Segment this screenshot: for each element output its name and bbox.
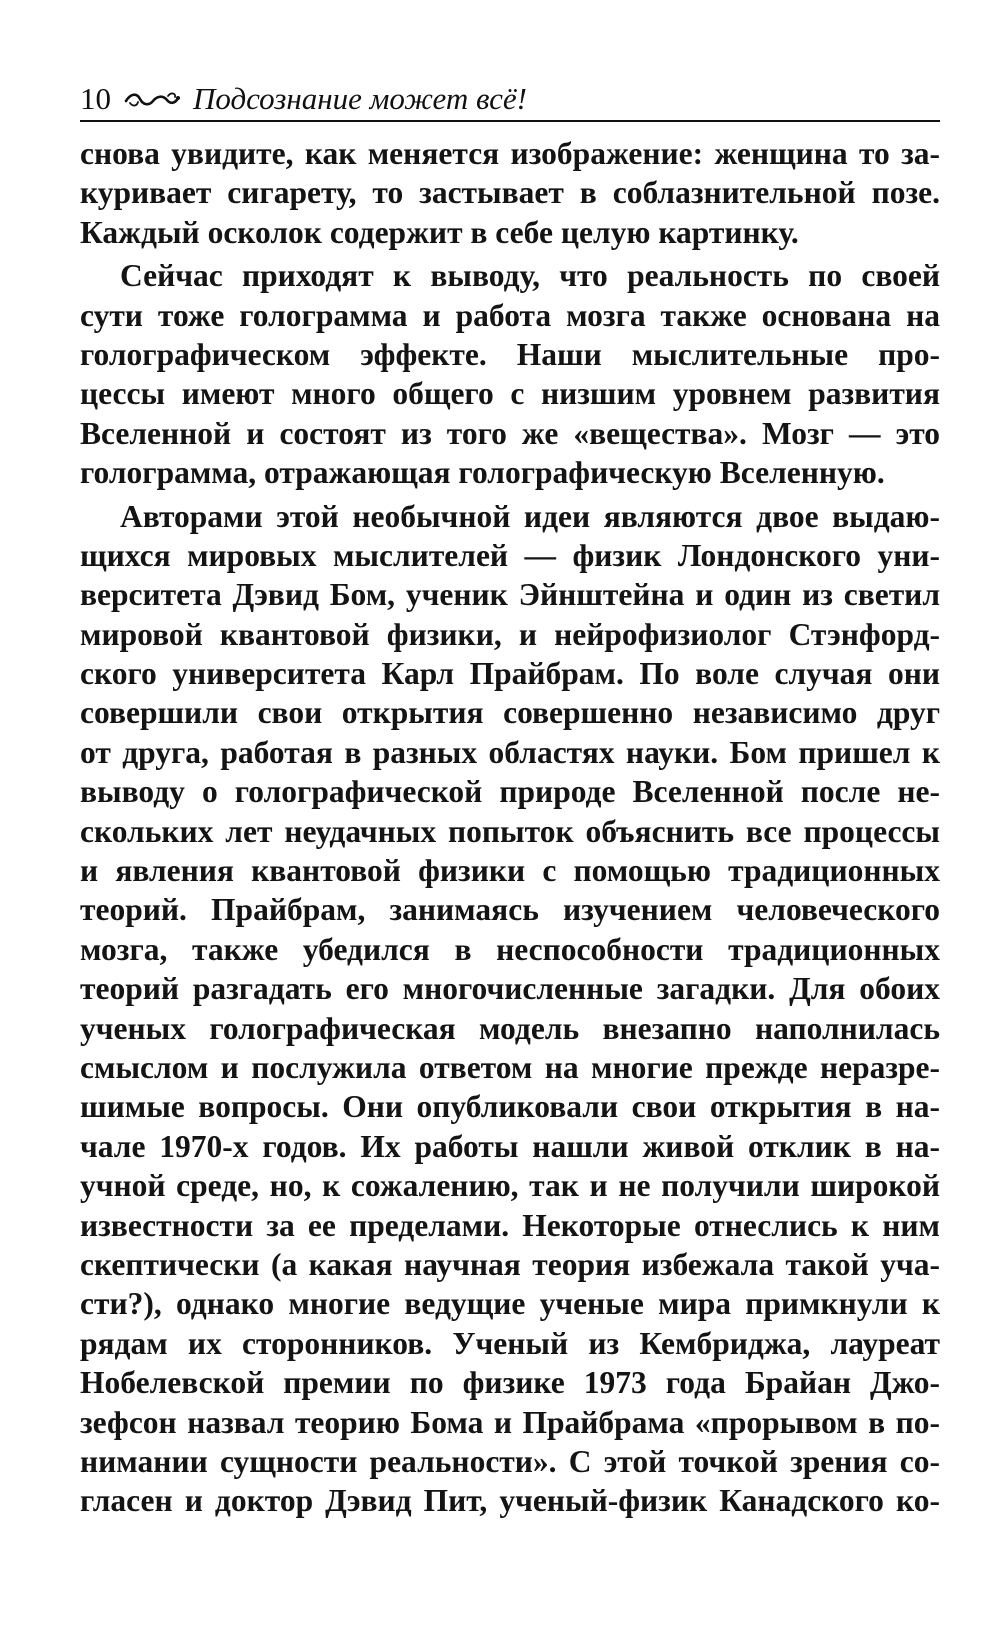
text-line: Вселенной и состоят из того же «вещества». Мозг — это [80, 415, 940, 451]
text-line: щихся мировых мыслителей — физик Лондонского уни- [80, 537, 940, 573]
text-line: от друга, работая в разных областях науки. Бом пришел к [80, 734, 940, 770]
swash-ornament-icon [123, 89, 181, 111]
text-line: рядам их сторонников. Ученый из Кембриджа, лауреат [80, 1325, 940, 1361]
text-line: смыслом и послужила ответом на многие прежде неразре- [80, 1049, 940, 1085]
text-line: ского университета Карл Прайбрам. По воле случая они [80, 656, 940, 692]
text-line: скептически (а какая научная теория избежала такой уча- [80, 1246, 940, 1282]
paragraph [80, 256, 940, 492]
text-line: нимании сущности реальности». С этой точкой зрения со- [80, 1443, 940, 1479]
text-line: верситета Дэвид Бом, ученик Эйнштейна и один из светил [80, 577, 940, 613]
body-text [80, 134, 940, 1521]
text-line: Сейчас приходят к выводу, что реальность по своей [120, 258, 940, 294]
book-title: Подсознание может всё! [193, 81, 527, 116]
text-line: теорий. Прайбрам, занимаясь изучением человеческого [80, 892, 940, 928]
text-line: совершили свои открытия совершенно независимо друг [80, 695, 940, 731]
text-line: скольких лет неудачных попыток объяснить все процессы [80, 813, 940, 849]
text-line: цессы имеют много общего с низшим уровнем развития [80, 376, 940, 412]
text-line: выводу о голографической природе Вселенной после не- [80, 774, 940, 810]
text-line: сти?), однако многие ведущие ученые мира примкнули к [80, 1286, 940, 1322]
text-line: Авторами этой необычной идеи являются двое выдаю- [120, 498, 940, 534]
text-line: теорий разгадать его многочисленные загадки. Для обоих [80, 971, 940, 1007]
text-line: Нобелевской премии по физике 1973 года Брайан Джо- [80, 1365, 940, 1401]
text-line: мозга, также убедился в неспособности традиционных [80, 931, 940, 967]
running-head [80, 74, 940, 116]
text-line: гласен и доктор Дэвид Пит, ученый-физик Канадского ко- [80, 1483, 940, 1519]
page-number: 10 [80, 81, 111, 116]
text-line: мировой квантовой физики, и нейрофизиолог Стэнфорд- [80, 616, 940, 652]
text-line: Каждый осколок содержит в себе целую картинку. [80, 214, 799, 250]
paragraph [80, 134, 940, 252]
text-line: голограмма, отражающая голографическую Вселенную. [80, 455, 885, 491]
text-line: куривает сигарету, то застывает в соблазнительной позе. [80, 175, 940, 211]
text-line: известности за ее пределами. Некоторые отнеслись к ним [80, 1207, 940, 1243]
text-line: чале 1970-х годов. Их работы нашли живой отклик в на- [80, 1128, 940, 1164]
text-line: учной среде, но, к сожалению, так и не получили широкой [80, 1168, 940, 1204]
text-line: шимые вопросы. Они опубликовали свои открытия в на- [80, 1089, 940, 1125]
text-line: снова увидите, как меняется изображение: женщина то за- [80, 136, 940, 171]
paragraph [80, 497, 940, 1521]
text-line: и явления квантовой физики с помощью традиционных [80, 853, 940, 889]
text-line: ученых голографическая модель внезапно наполнилась [80, 1010, 940, 1046]
text-line: голографическом эффекте. Наши мыслительные про- [80, 336, 940, 372]
header-rule [80, 120, 940, 122]
text-line: сути тоже голограмма и работа мозга также основана на [80, 297, 940, 333]
text-line: зефсон назвал теорию Бома и Прайбрама «прорывом в по- [80, 1404, 940, 1440]
